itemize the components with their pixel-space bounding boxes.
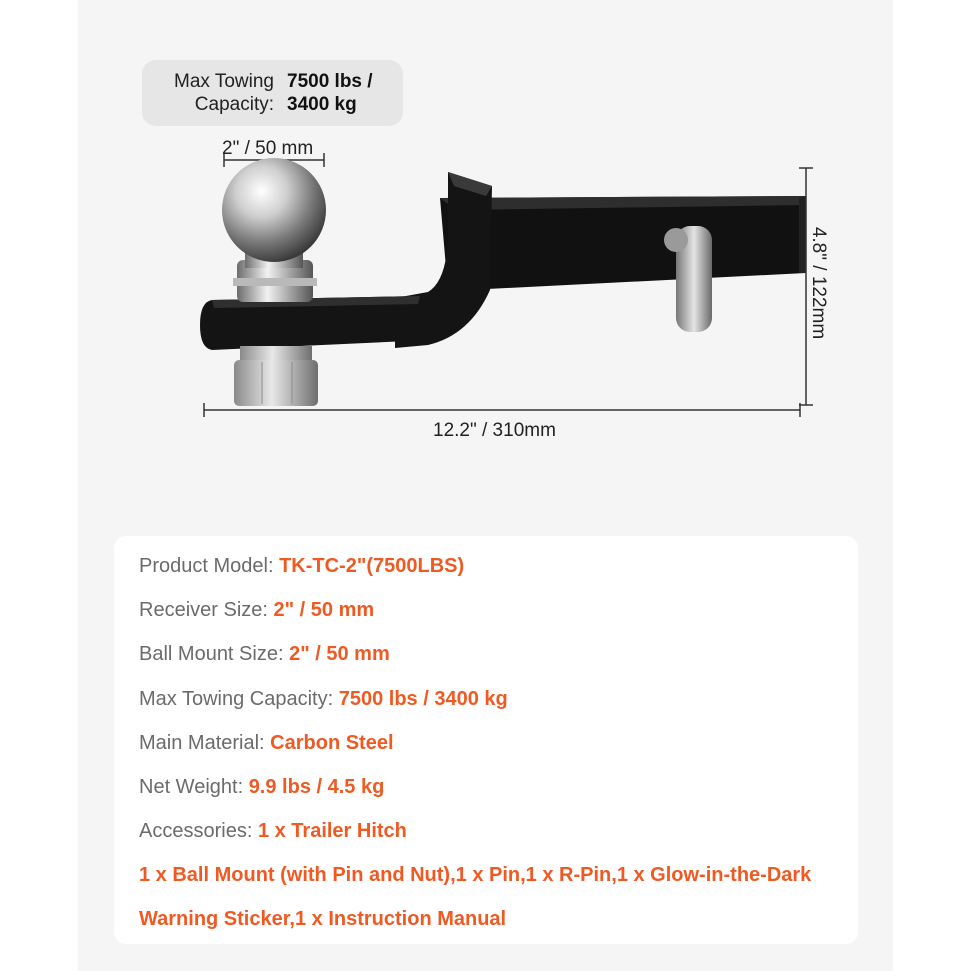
length-label: 12.2" / 310mm: [433, 420, 556, 441]
spec-row-main-material: [139, 730, 394, 756]
spec-row-max-towing-capacity: [139, 686, 508, 712]
spec-row-net-weight: [139, 774, 384, 800]
spec-row-ball-mount-size: [139, 641, 390, 667]
accessories-line-2: Warning Sticker,1 x Instruction Manual: [139, 908, 507, 930]
receiver-shank: [440, 196, 806, 291]
hitch-nut: [234, 346, 318, 406]
spec-label: Receiver Size:: [139, 599, 274, 621]
accessories-line-1: 1 x Ball Mount (with Pin and Nut),1 x Pin,1 x R-Pin,1 x Glow-in-the-Dark: [139, 864, 812, 886]
height-label: 4.8" / 122mm: [808, 226, 829, 340]
spec-value: TK-TC-2"(7500LBS): [279, 555, 465, 577]
spec-label: Net Weight:: [139, 776, 249, 798]
ball-diameter-label: 2" / 50 mm: [222, 138, 314, 159]
spec-value: Carbon Steel: [270, 732, 394, 754]
spec-row-product-model: [139, 553, 464, 579]
spec-row-receiver-size: [139, 597, 374, 623]
spec-value: 2" / 50 mm: [289, 643, 390, 665]
spec-label: Main Material:: [139, 732, 271, 754]
spec-label: Max Towing Capacity:: [139, 688, 339, 710]
spec-value: 7500 lbs / 3400 kg: [338, 688, 508, 710]
spec-value: 1 x Trailer Hitch: [257, 820, 407, 842]
spec-label: Ball Mount Size:: [139, 643, 290, 665]
badge-label: Max Towing Capacity:: [174, 71, 274, 115]
spec-value: 9.9 lbs / 4.5 kg: [248, 776, 385, 798]
hitch-ball: [222, 158, 326, 302]
spec-row-accessories: [139, 818, 407, 844]
spec-label: Accessories:: [139, 820, 258, 842]
spec-value: 2" / 50 mm: [273, 599, 375, 621]
spec-label: Product Model:: [139, 555, 280, 577]
badge-value: 7500 lbs / 3400 kg: [287, 71, 373, 115]
